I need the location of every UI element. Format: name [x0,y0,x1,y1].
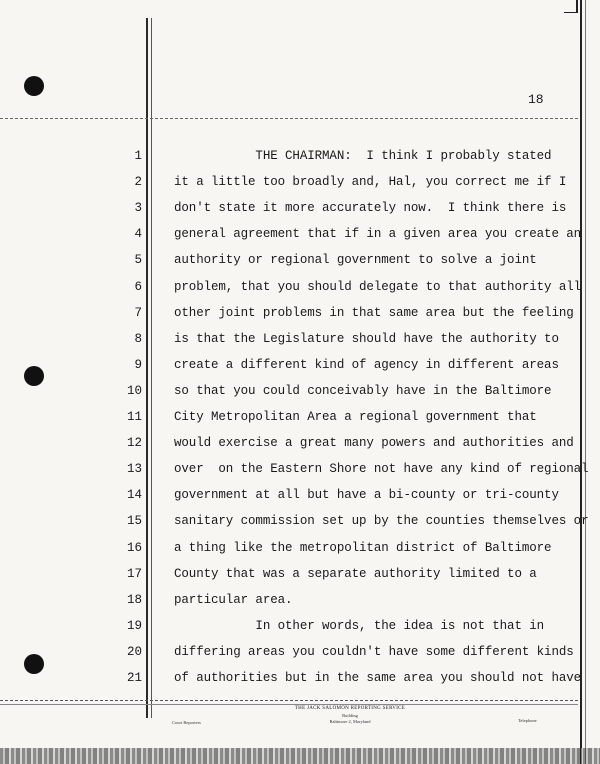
page-edge-shadow [585,0,586,764]
line-text: is that the Legislature should have the authority to [174,332,559,346]
line-text: County that was a separate authority limited to a [174,567,537,581]
line-number: 14 [126,488,142,502]
binder-hole-bottom [24,654,44,674]
line-text: differing areas you couldn't have some different kinds [174,645,574,659]
line-text: don't state it more accurately now. I think there is [174,201,567,215]
line-number: 16 [126,541,142,555]
line-text: authority or regional government to solve a joint [174,253,537,267]
footer-line-2: Baltimore 2, Maryland [329,719,371,724]
line-number: 19 [126,619,142,633]
line-number: 5 [134,253,142,267]
footer-rule-solid [0,704,578,705]
line-text: THE CHAIRMAN: I think I probably stated [174,149,552,163]
line-text: In other words, the idea is not that in [174,619,545,633]
line-text: general agreement that if in a given area you create an [174,227,582,241]
header-rule [0,118,578,119]
line-number: 17 [126,567,142,581]
line-number: 11 [126,410,142,424]
line-text: City Metropolitan Area a regional government that [174,410,537,424]
line-text: create a different kind of agency in different areas [174,358,559,372]
line-text: government at all but have a bi-county or tri-county [174,488,559,502]
line-number: 6 [134,280,142,294]
left-margin-rule-inner [151,18,152,718]
line-number: 10 [126,384,142,398]
line-text: over on the Eastern Shore not have any kind of regional [174,462,589,476]
corner-mark [564,0,578,13]
line-number: 8 [134,332,142,346]
line-number: 15 [126,514,142,528]
footer-right-label: Telephone [518,718,537,723]
line-text: problem, that you should delegate to that authority all [174,280,582,294]
line-number: 4 [134,227,142,241]
line-number: 9 [134,358,142,372]
line-text: a thing like the metropolitan district of Baltimore [174,541,552,555]
line-text: other joint problems in that same area but the feeling [174,306,574,320]
line-number: 18 [126,593,142,607]
line-number: 20 [126,645,142,659]
footer-line-1: Building [342,713,358,718]
line-text: of authorities but in the same area you should not have [174,671,582,685]
binder-hole-top [24,76,44,96]
line-text: particular area. [174,593,293,607]
line-number: 13 [126,462,142,476]
line-number: 21 [126,671,142,685]
line-text: would exercise a great many powers and authorities and [174,436,574,450]
footer-left-label: Court Reporters [172,720,201,725]
left-margin-rule [146,18,148,718]
binder-hole-middle [24,366,44,386]
line-number: 7 [134,306,142,320]
line-text: so that you could conceivably have in the Baltimore [174,384,552,398]
footer-rule [0,700,578,701]
line-text: it a little too broadly and, Hal, you correct me if I [174,175,567,189]
line-number: 12 [126,436,142,450]
footer-title: THE JACK SALOMON REPORTING SERVICE [294,706,406,711]
line-number: 1 [134,149,142,163]
scan-edge-noise [0,748,600,764]
page-edge [580,0,582,764]
line-text: sanitary commission set up by the counties themselves or [174,514,589,528]
page-number: 18 [528,92,544,107]
line-number: 2 [134,175,142,189]
line-number: 3 [134,201,142,215]
